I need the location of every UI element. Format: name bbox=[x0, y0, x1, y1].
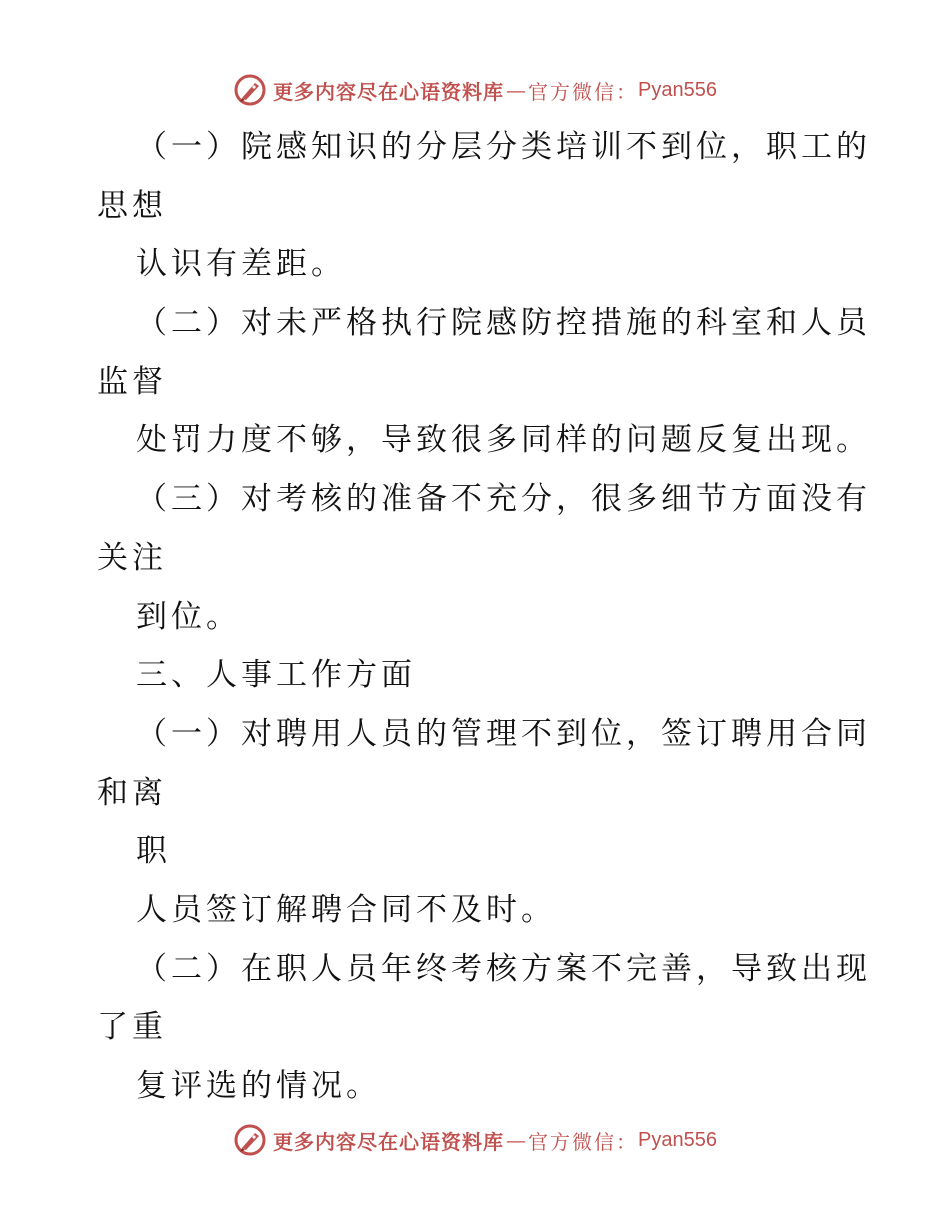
banner-brand-text: 更多内容尽在心语资料库 bbox=[273, 79, 505, 104]
text-line: 了重 bbox=[97, 1009, 167, 1046]
banner-wechat-id: Pyan556 bbox=[638, 1128, 717, 1151]
banner-dash: — bbox=[506, 1128, 527, 1152]
banner-brand-text: 更多内容尽在心语资料库 bbox=[273, 1129, 505, 1154]
banner-wechat-label: 官方微信： bbox=[528, 79, 639, 104]
text-line: 监督 bbox=[97, 363, 167, 400]
banner-wechat-id: Pyan556 bbox=[638, 78, 717, 101]
document-body bbox=[97, 118, 871, 1116]
header-banner bbox=[0, 70, 950, 110]
text-line: 认识有差距。 bbox=[136, 246, 346, 283]
text-line: 关注 bbox=[97, 539, 167, 576]
text-line: 职 bbox=[136, 833, 171, 870]
text-line: 处罚力度不够，导致很多同样的问题反复出现。 bbox=[136, 422, 871, 459]
text-line: 复评选的情况。 bbox=[136, 1068, 381, 1104]
text-line: 和离 bbox=[97, 774, 167, 811]
footer-banner bbox=[0, 1120, 950, 1160]
text-line: 人员签订解聘合同不及时。 bbox=[136, 891, 556, 928]
text-line: 思想 bbox=[97, 187, 167, 224]
banner-dash: — bbox=[506, 78, 527, 102]
section-heading: 三、人事工作方面 bbox=[136, 657, 416, 694]
banner-wechat-label: 官方微信： bbox=[528, 1129, 639, 1154]
text-line: （二）在职人员年终考核方案不完善，导致出现 bbox=[136, 950, 871, 987]
text-line: （二）对未严格执行院感防控措施的科室和人员 bbox=[136, 305, 871, 342]
text-line: （一）院感知识的分层分类培训不到位，职工的 bbox=[136, 129, 871, 165]
text-line: 到位。 bbox=[136, 598, 241, 635]
text-line: （一）对聘用人员的管理不到位，签订聘用合同 bbox=[136, 715, 871, 752]
text-line: （三）对考核的准备不充分，很多细节方面没有 bbox=[136, 481, 871, 518]
pen-nib-logo-icon bbox=[233, 1123, 267, 1157]
pen-nib-logo-icon bbox=[233, 73, 267, 107]
